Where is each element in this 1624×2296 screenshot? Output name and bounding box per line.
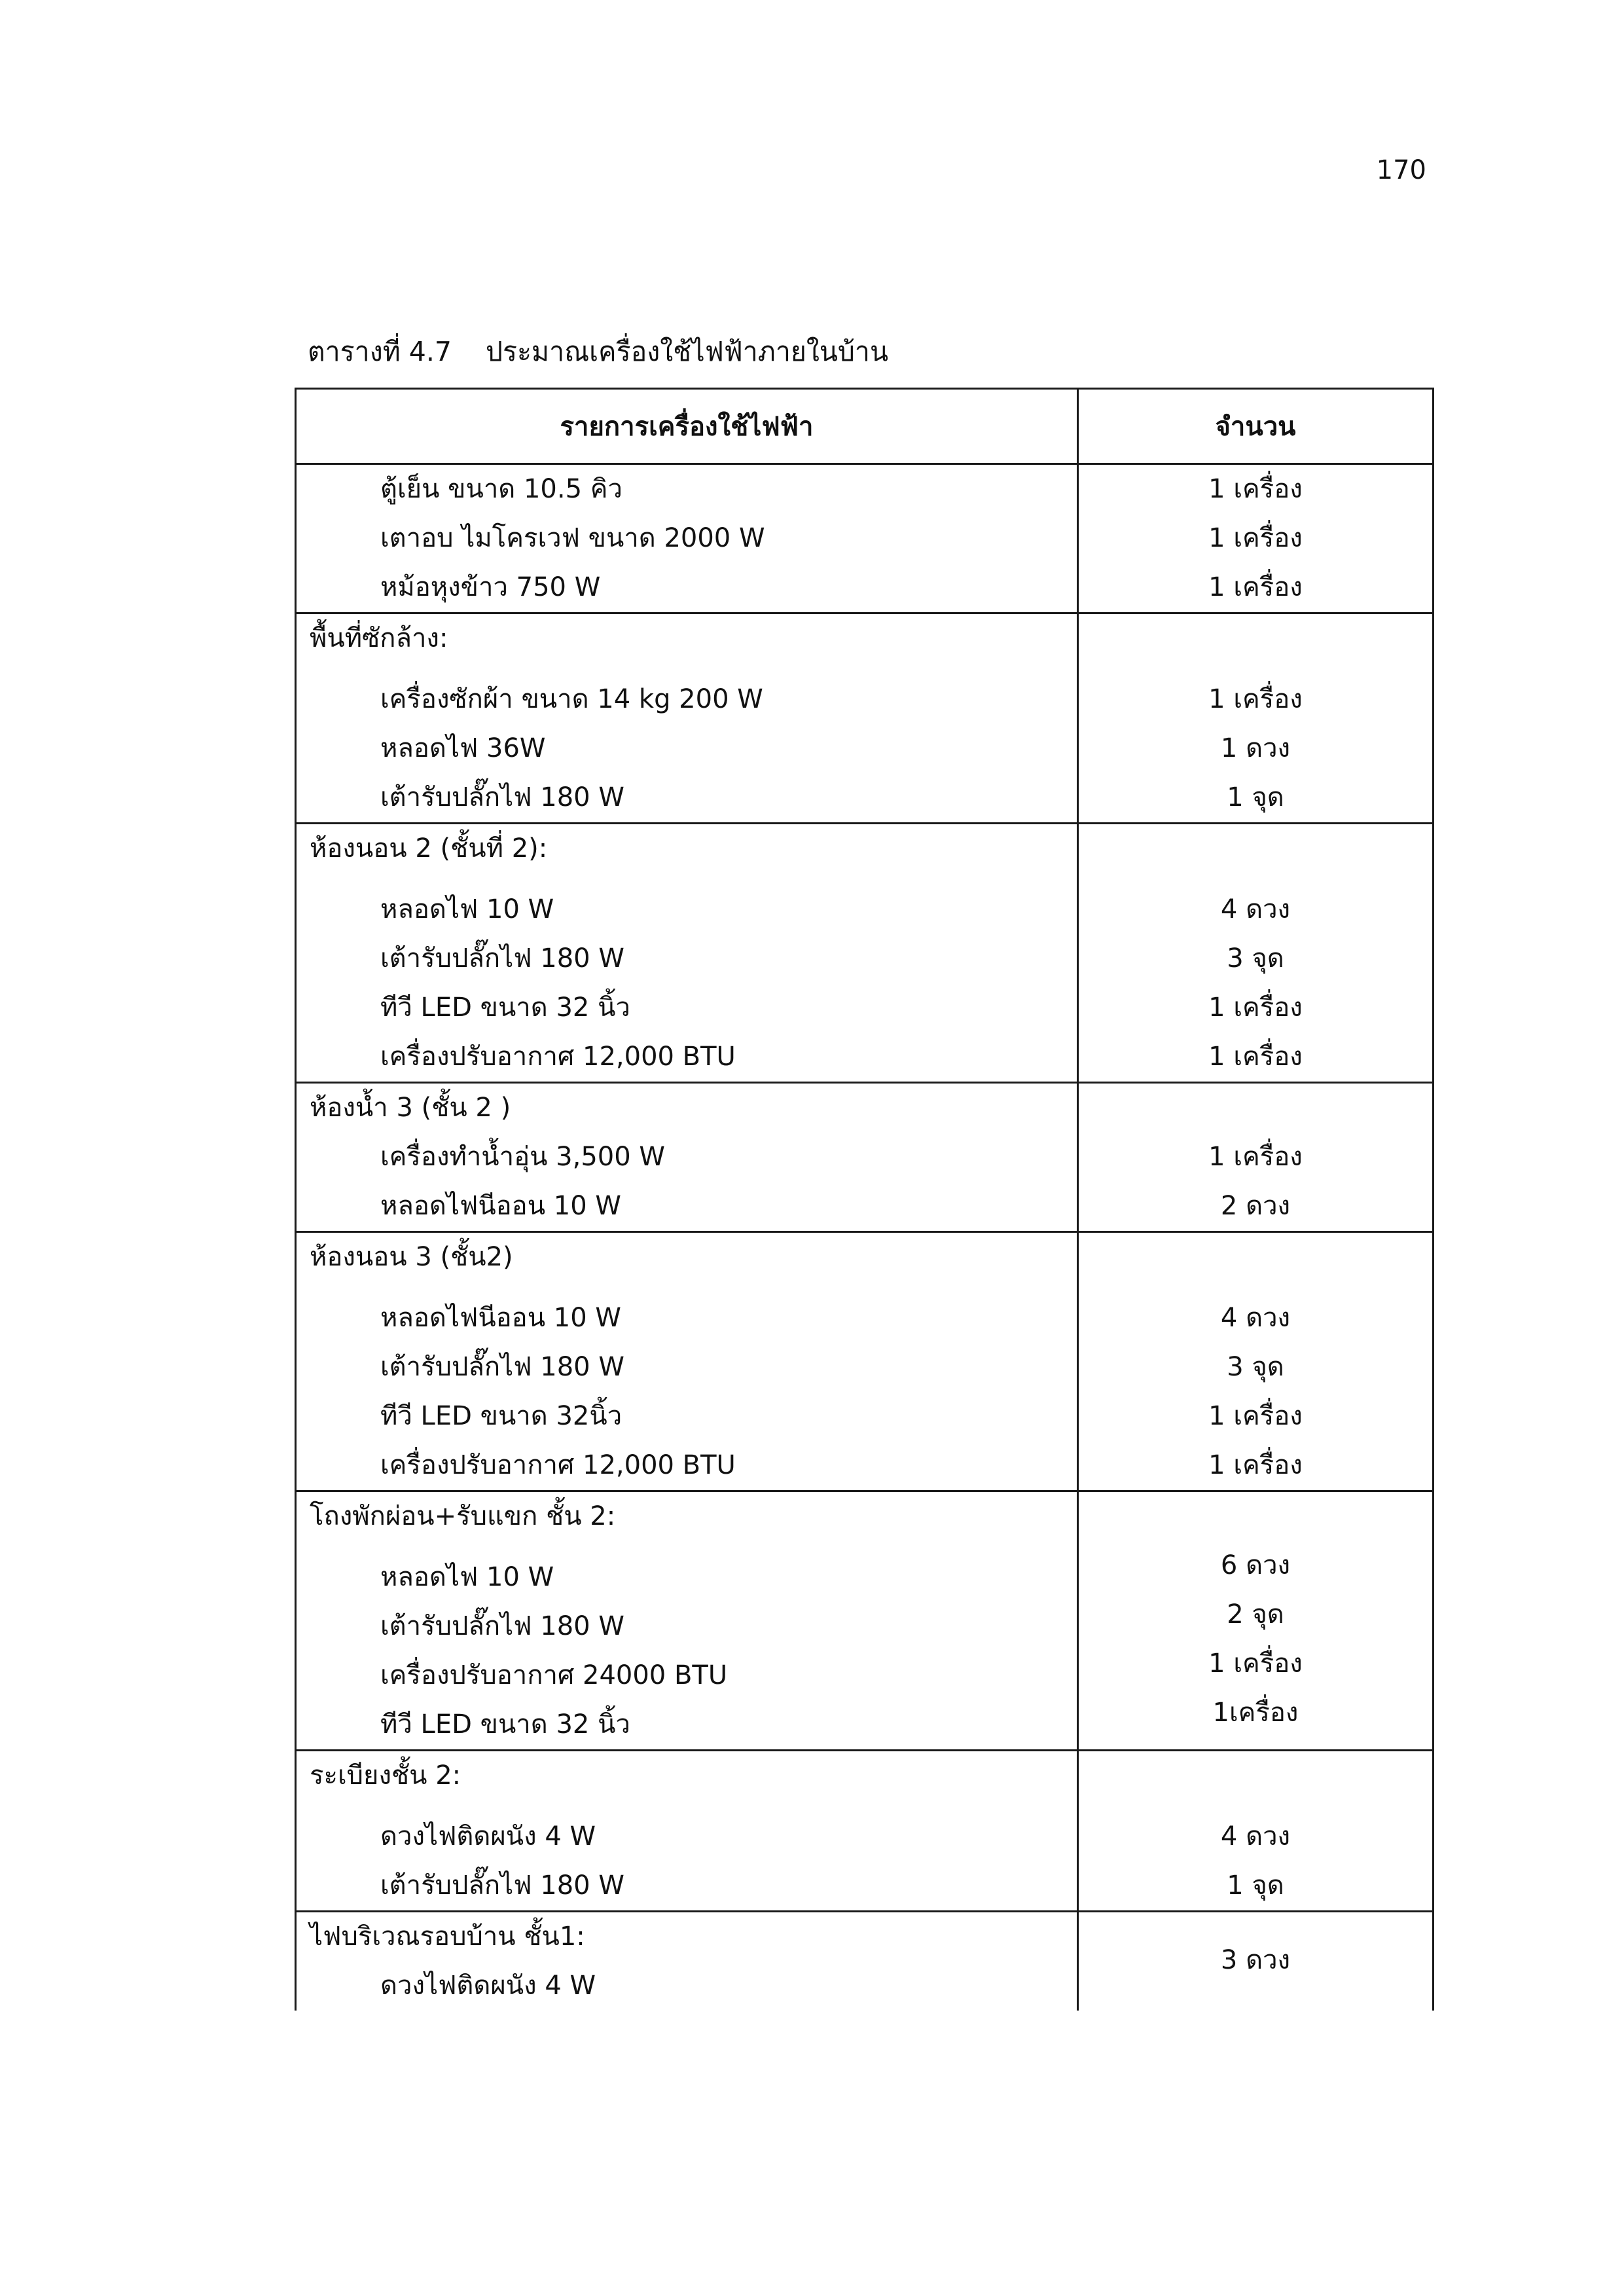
item-line: หลอดไฟ 10 W — [380, 894, 554, 924]
item-cell — [296, 824, 1078, 1083]
item-line: เต้ารับปลั๊กไฟ 180 W — [380, 1870, 624, 1901]
group-title: ระเบียงชั้น 2: — [310, 1760, 461, 1791]
quantity-line: 3 จุด — [1227, 1352, 1284, 1382]
quantity-line: 4 ดวง — [1220, 1303, 1291, 1333]
item-line: ดวงไฟติดผนัง 4 W — [380, 1821, 596, 1851]
quantity-line: 1 จุด — [1227, 1870, 1284, 1901]
item-line: หลอดไฟนีออน 10 W — [380, 1303, 621, 1333]
group-title: พื้นที่ซักล้าง: — [310, 623, 448, 653]
item-line: เต้ารับปลั๊กไฟ 180 W — [380, 943, 624, 974]
item-line: หลอดไฟ 10 W — [380, 1562, 554, 1592]
table-row — [296, 1491, 1434, 1751]
quantity-line: 1 เครื่อง — [1208, 474, 1303, 504]
quantity-cell — [1078, 824, 1434, 1083]
item-line: ทีวี LED ขนาด 32นิ้ว — [380, 1401, 623, 1431]
table-row — [296, 464, 1434, 613]
item-line: หม้อหุงข้าว 750 W — [380, 572, 601, 602]
quantity-line: 1 จุด — [1227, 782, 1284, 812]
quantity-line: 3 จุด — [1227, 943, 1284, 974]
table-row — [296, 1232, 1434, 1491]
quantity-line: 3 ดวง — [1220, 1945, 1291, 1975]
quantity-line: 1 เครื่อง — [1208, 993, 1303, 1023]
table-caption-label: ตารางที่ 4.7 — [308, 336, 452, 367]
item-line: เครื่องปรับอากาศ 24000 BTU — [380, 1660, 728, 1690]
quantity-line: 1 เครื่อง — [1208, 523, 1303, 553]
item-cell — [296, 613, 1078, 824]
item-cell — [296, 1232, 1078, 1491]
item-line: ทีวี LED ขนาด 32 นิ้ว — [380, 1709, 630, 1740]
quantity-line: 1 เครื่อง — [1208, 1042, 1303, 1072]
header-quantity: จำนวน — [1078, 389, 1434, 464]
quantity-line: 1 เครื่อง — [1208, 1649, 1303, 1679]
item-line: หลอดไฟนีออน 10 W — [380, 1191, 621, 1221]
item-line: เครื่องทำน้ำอุ่น 3,500 W — [380, 1142, 665, 1172]
group-title: โถงพักผ่อน+รับแขก ชั้น 2: — [310, 1501, 616, 1531]
quantity-line: 6 ดวง — [1220, 1550, 1291, 1580]
quantity-cell — [1078, 1751, 1434, 1912]
table-caption — [308, 331, 888, 373]
quantity-line: 2 จุด — [1227, 1599, 1284, 1630]
group-title: ห้องน้ำ 3 (ชั้น 2 ) — [310, 1093, 511, 1123]
item-line: เตาอบ ไมโครเวฟ ขนาด 2000 W — [380, 523, 765, 553]
item-line: เครื่องปรับอากาศ 12,000 BTU — [380, 1042, 736, 1072]
item-cell — [296, 464, 1078, 613]
table-row — [296, 613, 1434, 824]
table-header-row — [296, 389, 1434, 464]
item-line: เครื่องปรับอากาศ 12,000 BTU — [380, 1450, 736, 1480]
table-row — [296, 824, 1434, 1083]
quantity-cell — [1078, 464, 1434, 613]
quantity-line: 1 เครื่อง — [1208, 1142, 1303, 1172]
item-line: เครื่องซักผ้า ขนาด 14 kg 200 W — [380, 684, 763, 714]
quantity-cell — [1078, 1232, 1434, 1491]
group-title: ห้องนอน 2 (ชั้นที่ 2): — [310, 833, 548, 864]
quantity-cell — [1078, 1912, 1434, 2011]
table-caption-title: ประมาณเครื่องใช้ไฟฟ้าภายในบ้าน — [485, 336, 888, 367]
quantity-line: 1 ดวง — [1220, 733, 1291, 763]
table-row — [296, 1083, 1434, 1232]
quantity-line: 1 เครื่อง — [1208, 1450, 1303, 1480]
item-line: เต้ารับปลั๊กไฟ 180 W — [380, 1611, 624, 1641]
header-item: รายการเครื่องใช้ไฟฟ้า — [296, 389, 1078, 464]
table-row — [296, 1912, 1434, 2011]
quantity-line: 4 ดวง — [1220, 894, 1291, 924]
item-line: ดวงไฟติดผนัง 4 W — [380, 1971, 596, 2001]
group-title: ห้องนอน 3 (ชั้น2) — [310, 1242, 513, 1272]
page-number: 170 — [1376, 155, 1426, 185]
item-cell — [296, 1491, 1078, 1751]
quantity-cell — [1078, 613, 1434, 824]
quantity-line: 2 ดวง — [1220, 1191, 1291, 1221]
group-title: ไฟบริเวณรอบบ้าน ชั้น1: — [310, 1922, 585, 1952]
appliance-table — [295, 388, 1434, 2011]
item-line: ตู้เย็น ขนาด 10.5 คิว — [380, 474, 623, 504]
quantity-line: 1 เครื่อง — [1208, 572, 1303, 602]
table-row — [296, 1751, 1434, 1912]
item-line: เต้ารับปลั๊กไฟ 180 W — [380, 782, 624, 812]
item-cell — [296, 1751, 1078, 1912]
quantity-cell — [1078, 1491, 1434, 1751]
item-line: ทีวี LED ขนาด 32 นิ้ว — [380, 993, 630, 1023]
quantity-line: 1 เครื่อง — [1208, 684, 1303, 714]
item-line: เต้ารับปลั๊กไฟ 180 W — [380, 1352, 624, 1382]
item-cell — [296, 1083, 1078, 1232]
item-cell — [296, 1912, 1078, 2011]
item-line: หลอดไฟ 36W — [380, 733, 546, 763]
quantity-line: 4 ดวง — [1220, 1821, 1291, 1851]
quantity-cell — [1078, 1083, 1434, 1232]
quantity-line: 1 เครื่อง — [1208, 1401, 1303, 1431]
quantity-line: 1เครื่อง — [1212, 1698, 1299, 1728]
